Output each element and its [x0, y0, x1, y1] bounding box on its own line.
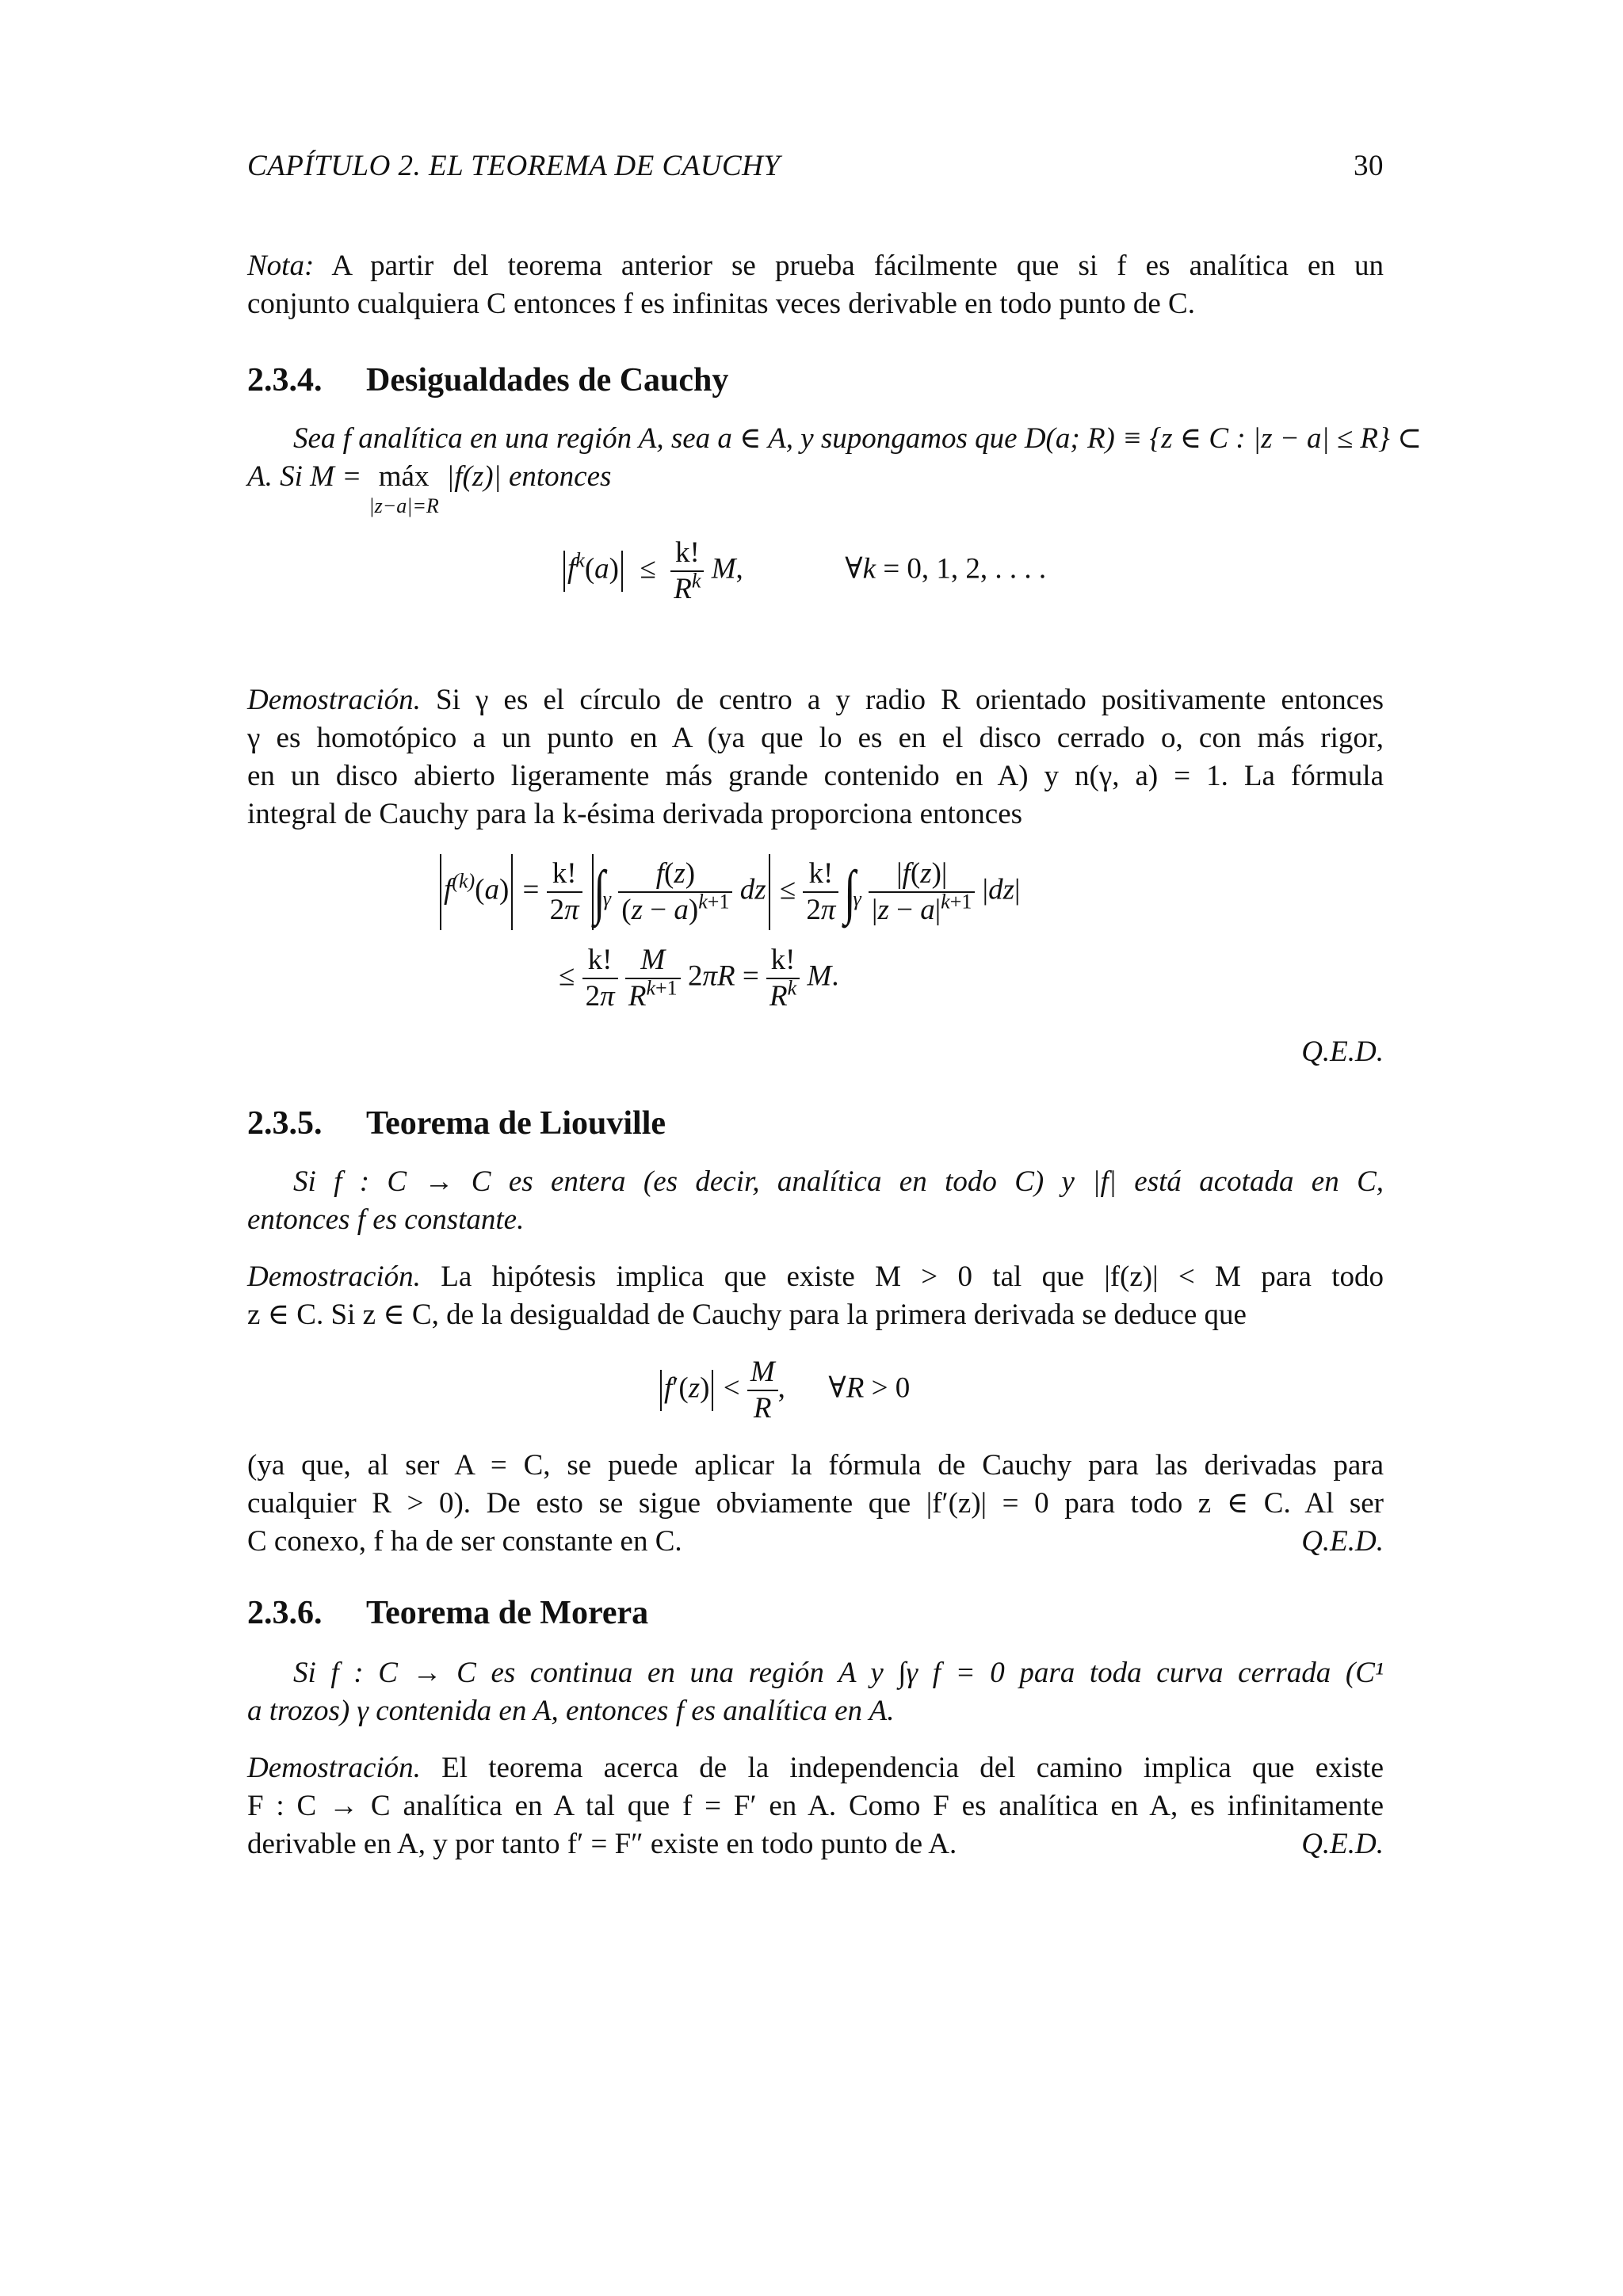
running-header [247, 147, 1384, 185]
nota-line-2: conjunto cualquiera C entonces f es infinitas veces derivable en todo punto de C. [247, 288, 1195, 320]
demo-label: Demostración. [247, 684, 421, 716]
statement-line-1: Sea f analítica en una región A, sea a ∈ A, y supongamos que D(a; R) ≡ {z ∈ C : |z − a| ≤ R} ⊂ [293, 422, 1423, 455]
morera-statement: Si f : C → C es continua en una región A y ∫γ f = 0 para toda curva cerrada (C¹ a trozos) γ contenida en A, entonces f es analítica en A. [247, 1657, 1384, 1727]
max-subscript: |z−a|=R [369, 494, 439, 517]
qed-2-3-5: Q.E.D. [1301, 1525, 1384, 1558]
nota-paragraph [247, 247, 1384, 323]
qed-2-3-6: Q.E.D. [1301, 1828, 1384, 1860]
qed-2-3-4: Q.E.D. [1301, 1035, 1384, 1068]
nota-line-1: A partir del teorema anterior se prueba fácilmente que si f es analítica en un [331, 250, 1384, 282]
page-number: 30 [1354, 150, 1384, 182]
section-heading-2-3-4: 2.3.4. Desigualdades de Cauchy [247, 362, 729, 399]
cauchy-inequality-equation: $f^k(a)$ ≤ $\frac{k!}{R^k}$ M, ∀k = 0, 1, 2, . . . . [561, 536, 1046, 607]
cauchy-integral-estimate-line-2: ≤ $\frac{k!}{2\pi}$ $\frac{M}{R^{k+1}}$ 2πR = $\frac{k!}{R^k}$ M. [559, 944, 839, 1013]
demo-2-3-4: Demostración. Si γ es el círculo de centro a y radio R orientado positivamente entonces γ es homotópico a un punto en A (ya que lo es en el disco cerrado o, con más rigor, en un disco abierto ligeramente más grande contenido en A) y n(γ, a) = 1. La fórmula integral de Cauchy para la k-ésima derivada proporciona entonces [247, 684, 1384, 830]
liouville-equation: f′(z) < $\frac{M}{R}$ , ∀R > 0 [658, 1355, 910, 1426]
cauchy-integral-estimate-line-1: $f^{(k)}(a)$ = $\frac{k!}{2\pi}$ $\int_\gamma$ $\frac{f(z)}{(z - a)^{k+1}}$ dz ≤ $\frac{k!}{2\pi}$ $\int_\gamma$ $\frac{|f(z)|}{|z - a|^{k+1}}$ |dz| [437, 854, 1020, 930]
chapter-title: CAPÍTULO 2. EL TEOREMA DE CAUCHY [247, 150, 781, 182]
nota-label: Nota: [247, 250, 315, 282]
page [247, 0, 1423, 2296]
demo-2-3-6: Demostración. El teorema acerca de la independencia del camino implica que existe F : C → C analítica en A tal que f = F′ en A. Como F es analítica en A, es infinitamente derivable en A, y por tanto f′ = F″ existe en todo punto de A. [247, 1752, 1384, 1860]
liouville-statement: Si f : C → C es entera (es decir, analítica en todo C) y |f| está acotada en C, entonces f es constante. [247, 1165, 1384, 1236]
demo-2-3-5: Demostración. La hipótesis implica que existe M > 0 tal que |f(z)| < M para todo z ∈ C. Si z ∈ C, de la desigualdad de Cauchy para la primera derivada se deduce que [247, 1261, 1384, 1331]
section-heading-2-3-5: 2.3.5. Teorema de Liouville [247, 1105, 666, 1142]
section-heading-2-3-6: 2.3.6. Teorema de Morera [247, 1595, 649, 1631]
liouville-conclusion: (ya que, al ser A = C, se puede aplicar la fórmula de Cauchy para las derivadas para cualquier R > 0). De esto se sigue obviamente que |f′(z)| = 0 para todo z ∈ C. Al ser C conexo, f ha de ser constante en C. [247, 1449, 1384, 1558]
cauchy-inequalities-statement [247, 420, 1423, 517]
statement-line-2: A. Si M = máx |z−a|=R |f(z)| entonces [247, 460, 612, 517]
